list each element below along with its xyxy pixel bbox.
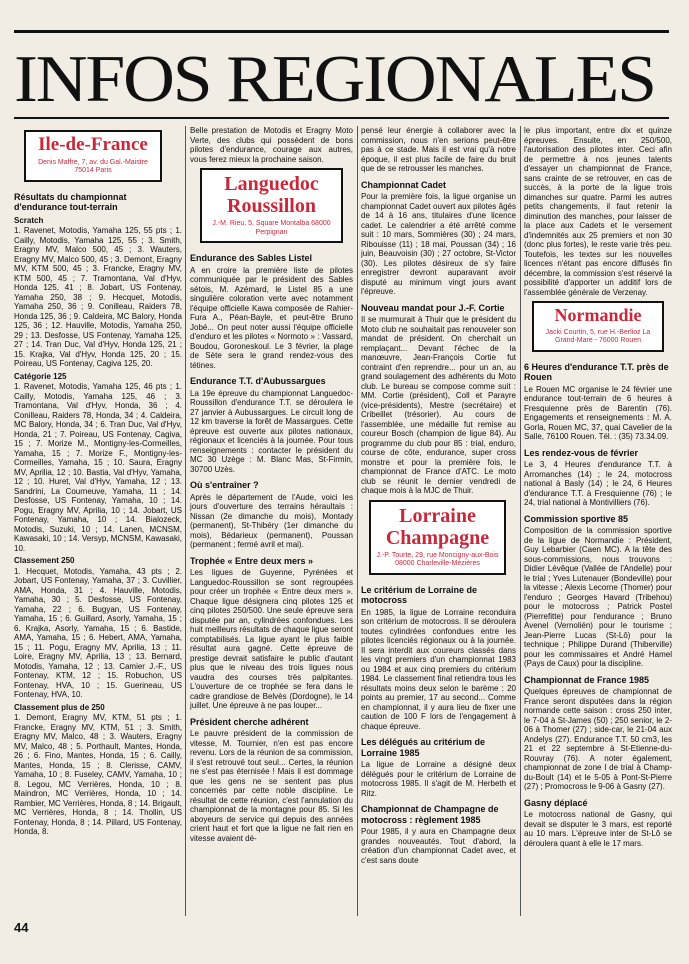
page-number: 44 — [14, 920, 29, 935]
column-3 — [361, 126, 516, 916]
article-heading: Trophée « Entre deux mers » — [190, 555, 314, 566]
top-rule — [14, 30, 669, 33]
article-text: La ligue de Lorraine a désigné deux délégués pour le critérium de Lorraine de motocross 1985. Il s'agit de M. Herbeth et Ritz. — [361, 760, 516, 798]
article-text: Le 3, 4 Heures d'endurance T.T. à Arromanches (14) ; le 24, motocross national à Basly (14) ; le 24, 6 Heures d'endurance T.T. à Fresquienne (76) ; le 24, trial national à Montivilliers (76). — [524, 460, 672, 508]
region-box-lorraine-champagne — [369, 500, 506, 575]
section-subheading: Scratch — [14, 215, 44, 225]
region-address: J.-M. Rieu, 5, Square Montalba 68000 Perpignan — [212, 220, 331, 236]
article-heading: Championnat Cadet — [361, 179, 447, 190]
article-text: Le pauvre président de la commission de vitesse, M. Tournier, n'en est pas encore revenu. Lors de la réunion de sa commission, il s'est retrouvé tout seul... Certes, la réunion ne s'est pas éternisée ! Mais il est dommage que les gens ne se sentent pas plus concernés par cette noble discipline. Le résultat de cette réunion, c'est l'annulation du championnat de la montagne pour 85. Si les aboyeurs de service qui depuis des années crient haut et fort que la ligue ne fait rien en vitesse avaient dé- — [190, 729, 353, 843]
page-title: INFOS REGIONALES — [14, 42, 655, 116]
region-box-normandie — [532, 301, 664, 352]
region-address: J.-P. Tourte, 29, rue Moncigny-aux-Bois 08000 Charleville-Mézières — [376, 551, 499, 567]
region-box-languedoc-roussillon — [200, 168, 343, 243]
article-text: Composition de la commission sportive de la ligue de Normandie : Président, Guy Lebarbier (Caen MC). A la tête des sous-commissions, nous trouvons : Didier Lévêque (Vallée de l'Andelle) pour le trial ; Yves Lutenauer (Bondeville) pour la vitesse ; Alexis Lecorne (Thomer) pour l'enduro ; Georges Havard (Tribehou) pour le motocross ; Patrick Postel (Pierrefitte) pour l'endurance ; Bruno Avenel (Vernolién) pour le tourisme ; Jean-Pierre Lucas (St-Lô) pour la technique ; Philippe Durand (Thiberville) pour les commissaires et André Hamel (Pays de Caux) pour la discipline. — [524, 526, 672, 669]
article-heading: Endurance T.T. d'Aubussargues — [190, 376, 326, 386]
article-heading: Les rendez-vous de février — [524, 447, 639, 458]
region-title: Lorraine Champagne — [385, 504, 490, 549]
article-heading: Championnat de Champagne de motocross : règlement 1985 — [361, 804, 499, 825]
region-title: Languedoc Roussillon — [224, 173, 319, 217]
article-heading: Le critérium de Lorraine de motocross — [361, 584, 478, 605]
article-text: En 1985, la ligue de Lorraine reconduira son critérium de motocross. Il se déroulera toutes cylindrées confondues entre les pilotes licenciés régionaux ou à la journée. Il sera interdit aux coureurs classés dans les vingt premiers d'un championnat 1983 ou 1984 et aux cinq premiers du critérium 1984. Le classement final retiendra tous les résultats moins deux selon le barème : 20 points au premier, 17 au second... Comme en championnat, il y aura lieu de fixer une caution de 100 F lors de l'engagement à chaque épreuve. — [361, 607, 516, 731]
article-heading: Championnat de France 1985 — [524, 674, 650, 685]
results-text: 1. Ravenet, Motodis, Yamaha 125, 55 pts ; 1. Cailly, Motodis, Yamaha 125, 55 ; 3. Smith, Eragny MV, Malco 500, 45 ; 3. Wauters, Eragny MV, Malco 500, 45 ; 3. Demont, Eragny MV, KTM 500, 45 ; 3. Francke, Eragny MV, KTM 500, 45 ; 7. Tramontana, Val d'Hyv, Honda 125, 41 ; 8. Jobart, US Fontenay, Yamaha 250, 38 ; 9. Hecquet, Motodis, Yamaha 250, 36 ; 9. Conilleau, Raiders 78, Honda 125, 36 ; 9. Caldeira, MC Balory, Honda 125, 36 ; 12. Hauville, Motodis, Yamaha 250, 29 ; 13. Desfosse, US Fontenay, Yamaha 125, 27 ; 14. Tran Duc, Val d'Hyv, Honda 125, 21 ; 15. Krajka, Val d'Hyv, Honda 125, 20 ; 15. Poireau, US Fontenay, Cagiva 125, 20. — [14, 226, 182, 369]
article-text: pensé leur énergie à collaborer avec la commission, nous n'en serions peut-être pas à ce stade. Mais il est vrai qu'à notre époque, il est plus facile de faire du bruit que de se retrousser les manches. — [361, 126, 516, 173]
article-text: La 19e épreuve du championnat Languedoc-Roussillon d'endurance T.T. se déroulera le 27 janvier à Aubussargues. Le circuit long de 12 km traverse la forêt de Massargues. Cette épreuve est ouverte aux pilotes nationaux, régionaux et licenciés à la journée. Pour tous renseignements : contacter le président du MC 30 Uzège : M. Blanc Mas, St-Firmin, 30700 Uzès. — [190, 388, 353, 474]
column-2 — [190, 126, 353, 916]
results-text: 1. Hecquet, Motodis, Yamaha, 43 pts ; 2. Jobart, US Fontenay, Yamaha, 37 ; 3. Cuvillier, AMA, Honda, 31 ; 4. Hauville, Motodis, Yamaha, 30 ; 5. Desfosse, US Fontenay, Yamaha, 22 ; 6. Bugyan, US Fontenay, Yamaha, 15 ; 6. Guillard, Asorly, Yamaha, 15 ; 6. Krajka, Asorly, Yamaha, 15 ; 6. Bastide, AMA, Yamaha, 15 ; 6. Hebert, AMA, Yamaha, 15 ; 11. Pogu, Eragny MV, Aprilia, 13 ; 11. Loire, Eragny MV, Aprilia, 13 ; 13. Bernard, Motodis, Yamaha, 12 ; 13. Camier J.-F., US Fontenay, KTM, 12 ; 15. Robuchon, US Fontenay, HVA, 10 ; 15. Guerineau, US Fontenay, HVA, 10. — [14, 566, 182, 700]
article-heading: Résultats du championnat d'endurance tout-terrain — [14, 191, 127, 213]
article-heading: Endurance des Sables Listel — [190, 253, 313, 263]
article-heading: 6 Heures d'endurance T.T. près de Rouen — [524, 361, 669, 383]
article-text: le plus important, entre dix et quinze épreuves. Ensuite, en 250/500, l'autorisation des pilotes inter. Ceci afin de permettre à nos jeunes talents d'essayer un championnat de France, sans crainte de se retrouver, en cas de succès, à la porte de la ligue trois dimanches sur quatre. Parmi les autres petits changements, il faut retenir la diminution des manches, pour laisser de la place aux Cadets et le versement d'indemnités aux 25 premiers et non 30 (donc plus fortes), le reste varie très peu. Toutefois, les textes sur les nouvelles licences n'étant pas encore diffusés fin décembre, la commission s'est réservé la possibilité d'apporter un additif lors de l'assemblée générale de Verzenay. — [524, 126, 672, 297]
column-4 — [524, 126, 672, 916]
masthead — [14, 40, 669, 118]
article-text: Les ligues de Guyenne, Pyrénées et Languedoc-Roussillon se sont regroupées pour créer un trophée « Entre deux mers ». Chaque ligue désignera cinq pilotes 125 et cinq pilotes 250/500. Une seule épreuve sera disputée par an, cylindrées confondues. Les huit meilleurs résultats de chaque ligue seront comptabilisés. La ligue ayant le plus faible résultat aura gagné. Cette épreuve de prestige devrait satisfaire le public d'autant plus que le niveau des trois ligues nous vaudra des courses très palpitantes. L'ouverture de ce trophée se fera dans le cadre grandiose de Belvès (Dordogne), le 14 juillet. Une épreuve à ne pas louper... — [190, 568, 353, 710]
article-text: Il se murmurait à Thuir que le président du Moto club ne souhaitait pas renouveler son mandat de président. On cherchait un remplaçant... Devant l'échec de la manœuvre, Jean-François Cortie fut contraint d'en reprendre... pour un an, au grand soulagement des adhérents du Moto club. Le bureau se compose comme suit : MM. Cortie (président), Coll et Parayre (vice-présidents), Mestre (secrétaire) et Cribeillet (trésorier). Au cours de l'assemblée, une médaille fut remise au coureur Bosch (champion de ligue 84). Au programme du club pour 85 : trial, enduro, course de côte, endurance, super cross monstre et pour la première fois, le championnat de France d'ATC. Le moto club se réunit le dernier vendredi de chaque mois à la MJC de Thuir. — [361, 315, 516, 495]
article-heading: Président cherche adhérent — [190, 716, 309, 727]
region-address: Denis Maffre, 7, av. du Gal.-Maistre 75014 Paris — [38, 158, 148, 175]
article-heading: Commission sportive 85 — [524, 513, 629, 524]
article-text: Le Rouen MC organise le 24 février une endurance tout-terrain de 6 heures à Fresquienne près de Barentin (76). Engagements et renseignements : M. A. Gorla, Rouen MC, 37, quai Cavelier de la Salle, 76100 Rouen. Tél. : (35) 73.34.09. — [524, 384, 672, 442]
article-heading: Les délégués au critérium de Lorraine 1985 — [361, 737, 486, 758]
article-text: A en croire la première liste de pilotes communiquée par le président des Sables sétois, M. Azémard, le Listel 85 a une singulière coloration verte avec notamment l'équipe officielle Kawa composée de Rahier-Fura A., Péan-Bayle, et peut-être Bruno Jobé... On peut noter aussi l'équipe officielle d'enduro et les pilotes « Normoto » : Vassard, Boudou, Goroneskoul. Le 3 février, la plage de Sète sera le grand rendez-vous des tétines. — [190, 265, 353, 370]
article-heading: Où s'entraîner ? — [190, 480, 259, 490]
article-text: Le motocross national de Gasny, qui devait se disputer le 3 mars, est reporté au 10 mars. L'épreuve inter de St-Lô se déroulera quant à elle le 17 mars. — [524, 810, 672, 848]
region-title: Ile-de-France — [38, 134, 148, 155]
section-subheading: Classement 250 — [14, 556, 75, 566]
article-text: Après le département de l'Aude, voici les jours d'ouverture des terrains héraultais : Nissan (2e dimanche du mois), Montady (permanent), St-Thibéry (1er dimanche du mois), Bédarieux (permanent), Poussan (permanent ; fermé avril et mai). — [190, 492, 353, 549]
column-divider — [185, 126, 186, 916]
region-box-ile-de-france — [24, 130, 162, 182]
article-text: Belle prestation de Motodis et Eragny Moto Verte, des clubs qui possèdent de bons pilotes d'endurance, courage aux autres, vous ferez mieux la prochaine saison. — [190, 126, 353, 164]
column-divider — [520, 126, 521, 916]
column-divider — [357, 126, 358, 916]
section-subheading: Classement plus de 250 — [14, 702, 105, 712]
article-text: Quelques épreuves de championnat de France seront disputées dans la région normande cette saison : cross 250 inter, le 7-04 à St-James (50) ; 250 senior, le 2-06 à Thomer (27) ; side-car, le 21-04 aux Andelys (27). Endurance T.T. 50 cm3, les 21 et 22 septembre à St-Etienne-du-Rouvray (76). A noter également, championnat de zone I de trial à Champ-du-Boult (14) et le 5-05 à Pont-St-Pierre (27) ; Promocross le 9-06 à Gasny (27). — [524, 687, 672, 792]
article-heading: Gasny déplacé — [524, 797, 588, 808]
region-title: Normandie — [554, 305, 642, 325]
article-text: Pour 1985, il y aura en Champagne deux grandes nouveautés. Tout d'abord, la création d'un championnat Cadet avec, et c'est sans doute — [361, 827, 516, 865]
results-text: 1. Demont, Eragny MV, KTM, 51 pts ; 1. Francke, Eragny MV, KTM, 51 ; 3. Smith, Eragny MV, Malco, 48 ; 3. Wauters, Eragny MV, Malco, 48 ; 5. Porthault, Mantes, Honda, 26 ; 6. Fino, Mantes, Honda, 15 ; 6. Cailly, Mantes, Honda, 15 ; 8. Clerisse, CAMV, Yamaha, 10 ; 8. Fuseley, CAMV, Yamaha, 10 ; 8. Legou, MC Verrières, Honda, 10 ; 8. Maindron, MC Verrières, Honda, 10 ; 14. Rambier, MC Verrières, Honda, 8 ; 14. Brigault, MC Verrières, Honda, 8 ; 14. Thollin, US Fontenay, Honda, 8 ; 14. Pillard, US Fontenay, Honda, 8. — [14, 713, 182, 837]
article-text: Pour la première fois, la ligue organise un championnat Cadet ouvert aux pilotes âgés de 14 à 16 ans, titulaires d'une licence cadet. Le calendrier a été arrêté comme suit : 10 mars, Sommières (30) ; 24 mars, Ribouisse (11) ; 18 mai, Poussan (34) ; 16 juin, Beauvoisin (30) ; 27 octobre, St-Victor (30). Les pilotes désireux de s'y faire enregistrer devront auparavant avoir disputé au minimum vingt jours avant l'épreuve. — [361, 192, 516, 296]
section-subheading: Catégorie 125 — [14, 371, 67, 381]
region-address: Jacki Courtin, 5, rue H.-Berlioz La Grand-Mare - 76000 Rouen — [545, 328, 651, 345]
masthead-rule — [14, 117, 669, 119]
article-heading: Nouveau mandat pour J.-F. Cortie — [361, 302, 505, 313]
column-1 — [14, 126, 182, 916]
results-text: 1. Ravenet, Motodis, Yamaha 125, 46 pts ; 1. Cailly, Motodis, Yamaha 125, 46 ; 3. Tramontana, Val d'Hyv, Honda, 36 ; 4. Conilleau, Raiders 78, Honda, 34 ; 4. Caldeira, MC Balory, Honda, 34 ; 6. Tran Duc, Val d'Hyv, Honda, 21 ; 7. Poireau, US Fontenay, Cagiva, 15 ; 7. Morize M., Montigny-les-Cormeilles, Yamaha, 15 ; 7. Morize F., Montigny-les-Cormeilles, Yamaha, 15 ; 10. Saura, Eragny MV, Aprilia, 12 ; 10. Bastia, Val d'Hyv, Yamaha, 12 ; 10. Huret, Val d'Hyv, Yamaha, 12 ; 13. Sandrini, La Courneuve, Yamaha, 11 ; 14. Desfosse, US Fontenay, Yamaha, 10 ; 14. Pogu, Eragny MV, Aprilia, 10 ; 14. Jobart, US Fontenay, Yamaha, 10 ; 14. Bialozeck, Motodis, Suzuki, 10 ; 14. Lanen, MCNSM, Kawasaki, 10 ; 14. Versyp, MCNSM, Kawasaki, 10. — [14, 382, 182, 553]
